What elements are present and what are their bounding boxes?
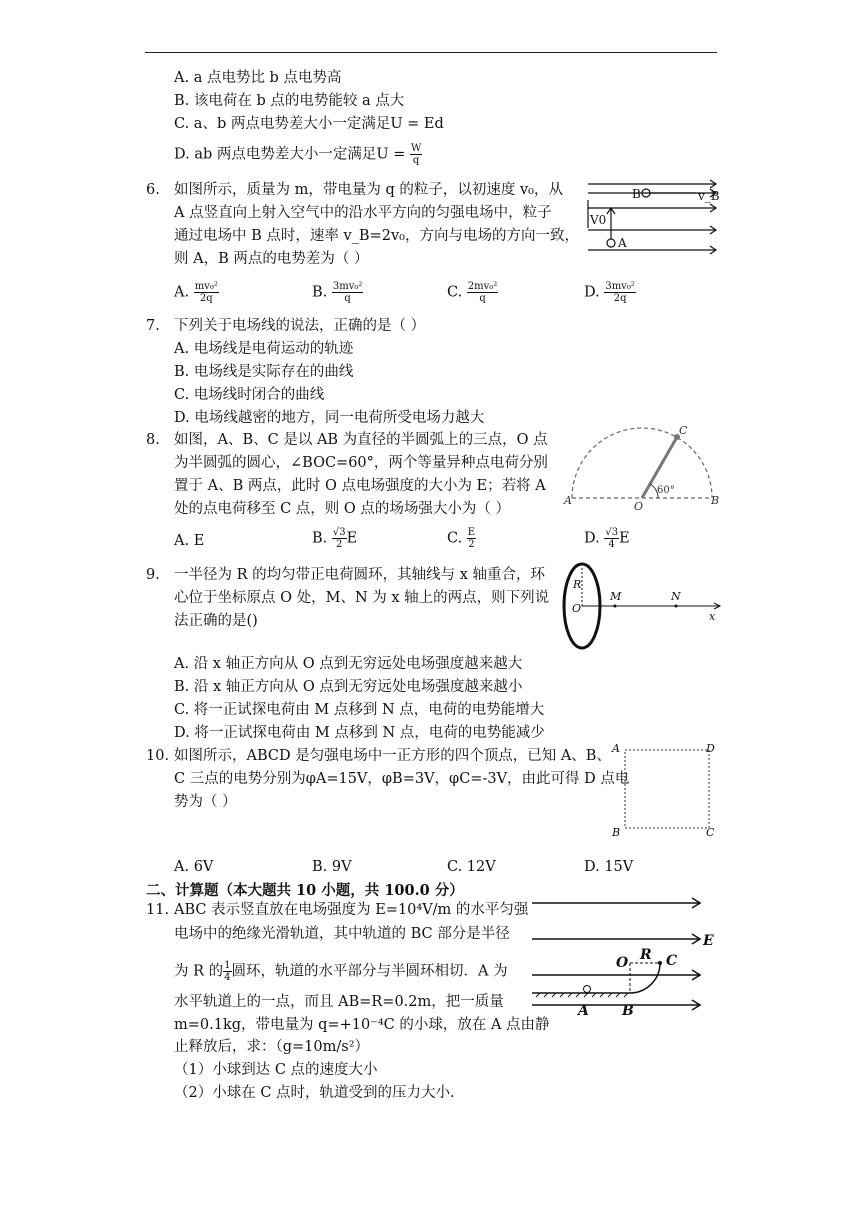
- q10-option-c: C. 12V: [447, 859, 496, 875]
- q11-line-8: （2）小球在 C 点时，轨道受到的压力大小.: [174, 1085, 455, 1101]
- q8-line-3: 置于 A、B 两点，此时 O 点电场强度的大小为 E；若将 A: [174, 478, 546, 494]
- q6-line-2: A 点竖直向上射入空气中的沿水平方向的匀强电场中，粒子: [174, 205, 552, 221]
- q11-fig-label-b: B: [622, 1003, 634, 1019]
- q7-option-a: A. 电场线是电荷运动的轨迹: [174, 341, 354, 357]
- q5-d-den: q: [412, 155, 420, 166]
- q9-fig-label-r: R: [573, 578, 582, 591]
- q6-option-c: [447, 281, 498, 304]
- q11-number: 11.: [146, 902, 170, 918]
- q9-option-a: A. 沿 x 轴正方向从 O 点到无穷远处电场强度越来越大: [174, 656, 523, 672]
- q6-b-num: 3mv₀²: [332, 281, 363, 292]
- q10-fig-label-b: B: [612, 826, 621, 839]
- q10-option-a: A. 6V: [174, 859, 214, 875]
- q8-line-1: 如图，A、B、C 是以 AB 为直径的半圆弧上的三点，O 点: [174, 432, 548, 448]
- q6-a-num: mv₀²: [194, 281, 218, 292]
- q10-fig-label-a: A: [612, 742, 620, 755]
- q7-option-c: C. 电场线时闭合的曲线: [174, 387, 325, 403]
- q6-option-d: [584, 281, 636, 304]
- q8-fig-label-b: B: [711, 494, 720, 507]
- q8-d-fraction: [604, 527, 619, 550]
- q6-fig-label-a: A: [618, 236, 627, 250]
- q11-line-2: 电场中的绝缘光滑轨道，其中轨道的 BC 部分是半径: [174, 926, 510, 942]
- q11-quarter-fraction: [223, 960, 231, 983]
- q8-c-num: E: [467, 527, 476, 538]
- q11-fig-label-a: A: [578, 1003, 589, 1019]
- q8-d-label: D.: [584, 530, 605, 547]
- q5-option-a: A. a 点电势比 b 点电势高: [174, 70, 342, 86]
- q9-number: 9.: [146, 567, 160, 583]
- q8-fig-label-a: A: [564, 494, 572, 507]
- q8-option-d: [584, 527, 630, 550]
- q7-option-d: D. 电场线越密的地方，同一电荷所受电场力越大: [174, 410, 485, 426]
- q11-line-1: ABC 表示竖直放在电场强度为 E=10⁴V/m 的水平匀强: [174, 902, 529, 918]
- q9-option-c: C. 将一正试探电荷由 M 点移到 N 点，电荷的电势能增大: [174, 702, 545, 718]
- q8-b-fraction: [332, 527, 347, 550]
- q8-b-label: B.: [312, 530, 332, 547]
- q9-fig-label-n: N: [671, 590, 681, 603]
- q9-figure: [560, 560, 725, 652]
- q11-line-4: 水平轨道上的一点，而且 AB=R=0.2m，把一质量: [174, 994, 504, 1010]
- q6-c-num: 2mv₀²: [467, 281, 498, 292]
- q9-line-2: 心位于坐标原点 O 处，M、N 为 x 轴上的两点，则下列说: [174, 590, 550, 606]
- q6-fig-label-vb: v_B: [698, 189, 720, 203]
- q6-a-fraction: [194, 281, 219, 304]
- q8-d-suffix: E: [619, 530, 630, 547]
- q8-figure: [562, 424, 722, 510]
- q6-line-4: 则 A，B 两点的电势差为（ ）: [174, 251, 369, 267]
- q6-fig-label-v0: V0: [590, 213, 607, 227]
- q5-option-d-fraction: [410, 143, 422, 166]
- header-rule: [145, 52, 717, 53]
- q5-d-num: W: [410, 143, 422, 154]
- q8-line-2: 为半圆弧的圆心，∠BOC=60°，两个等量异种点电荷分别: [174, 455, 548, 471]
- q7-option-b: B. 电场线是实际存在的曲线: [174, 364, 354, 380]
- q8-fig-label-angle: 60°: [657, 485, 675, 496]
- q6-b-fraction: [332, 281, 364, 304]
- q11-fig-label-o: O: [616, 955, 629, 971]
- q6-a-den: 2q: [199, 293, 213, 304]
- q10-line-1: 如图所示，ABCD 是匀强电场中一正方形的四个顶点，已知 A、B、: [174, 748, 611, 764]
- q11-fig-label-c: C: [666, 953, 678, 969]
- section-2-heading: 二、计算题（本大题共 10 小题，共 100.0 分）: [146, 882, 464, 899]
- q11-line-7: （1）小球到达 C 点的速度大小: [174, 1062, 378, 1078]
- q11-frac-den: 4: [224, 972, 231, 983]
- q5-option-c: C. a、b 两点电势差大小一定满足U = Ed: [174, 116, 444, 132]
- q7-stem: 下列关于电场线的说法，正确的是（ ）: [174, 318, 426, 334]
- q11-line-6: 止释放后，求：（g=10m/s²）: [174, 1039, 370, 1055]
- q9-fig-label-o: O: [572, 602, 582, 615]
- q6-c-label: C.: [447, 284, 463, 301]
- q5-option-d-text: D. ab 两点电势差大小一定满足U =: [174, 146, 410, 163]
- q11-line-5: m=0.1kg，带电量为 q=+10⁻⁴C 的小球，放在 A 点由静: [174, 1017, 550, 1033]
- q8-d-den: 4: [608, 539, 615, 550]
- q9-option-d: D. 将一正试探电荷由 M 点移到 N 点，电荷的电势能减少: [174, 725, 545, 741]
- q6-option-a: [174, 281, 219, 304]
- q6-fig-label-b: B: [632, 187, 641, 201]
- q6-figure: [586, 178, 721, 260]
- q9-fig-label-x: x: [709, 610, 716, 623]
- q11-line-3-rest: 圆环，轨道的水平部分与半圆环相切．A 为: [231, 963, 508, 980]
- q9-line-3: 法正确的是(): [174, 613, 258, 629]
- q8-option-a: A. E: [174, 533, 205, 549]
- q11-fig-label-r: R: [640, 947, 652, 963]
- q6-c-den: q: [479, 293, 486, 304]
- q6-line-3: 通过电场中 B 点时，速率 v_B=2v₀，方向与电场的方向一致，: [174, 228, 579, 244]
- q11-fig-label-e: E: [703, 933, 714, 949]
- q11-line-3: [174, 960, 508, 983]
- q10-option-d: D. 15V: [584, 859, 634, 875]
- q10-option-b: B. 9V: [312, 859, 352, 875]
- q6-number: 6.: [146, 182, 160, 198]
- q10-fig-label-c: C: [706, 826, 715, 839]
- q8-b-num: √3: [332, 527, 346, 538]
- q10-line-2: C 三点的电势分别为φA=15V，φB=3V，φC=-3V，由此可得 D 点电: [174, 771, 630, 787]
- q10-figure: [608, 740, 720, 840]
- q8-c-label: C.: [447, 530, 467, 547]
- q7-number: 7.: [146, 318, 160, 334]
- q8-b-suffix: E: [346, 530, 358, 547]
- q8-number: 8.: [146, 432, 160, 448]
- q10-number: 10.: [146, 748, 170, 764]
- q11-line-3-prefix: 为 R 的: [174, 963, 224, 980]
- q10-fig-label-d: D: [706, 742, 715, 755]
- q6-a-label: A.: [174, 284, 190, 301]
- q8-fig-label-c: C: [679, 424, 688, 437]
- q8-line-4: 处的点电荷移至 C 点，则 O 点的场场强大小为（ ）: [174, 501, 511, 517]
- q6-b-label: B.: [312, 284, 328, 301]
- q8-fig-label-o: O: [634, 500, 644, 510]
- q10-line-3: 势为（ ）: [174, 794, 237, 810]
- q9-line-1: 一半径为 R 的均匀带正电荷圆环，其轴线与 x 轴重合，环: [174, 567, 546, 583]
- q6-option-b: [312, 281, 363, 304]
- q5-option-d: [174, 143, 422, 166]
- q6-b-den: q: [344, 293, 351, 304]
- q6-d-num: 3mv₀²: [605, 281, 635, 292]
- q6-d-fraction: [604, 281, 636, 304]
- q6-line-1: 如图所示，质量为 m，带电量为 q 的粒子，以初速度 v₀，从: [174, 182, 563, 198]
- q6-d-label: D.: [584, 284, 600, 301]
- q8-option-c: [447, 527, 476, 550]
- q9-fig-label-m: M: [610, 590, 622, 603]
- q5-option-b: B. 该电荷在 b 点的电势能较 a 点大: [174, 93, 405, 109]
- q11-figure: [530, 895, 730, 1020]
- q8-option-b: [312, 527, 357, 550]
- q8-c-den: 2: [468, 539, 475, 550]
- q9-option-b: B. 沿 x 轴正方向从 O 点到无穷远处电场强度越来越小: [174, 679, 523, 695]
- q8-c-fraction: [467, 527, 476, 550]
- q6-c-fraction: [467, 281, 499, 304]
- q11-frac-num: 1: [224, 960, 231, 971]
- q6-d-den: 2q: [613, 293, 627, 304]
- q8-d-num: √3: [605, 527, 619, 538]
- q8-b-den: 2: [336, 539, 343, 550]
